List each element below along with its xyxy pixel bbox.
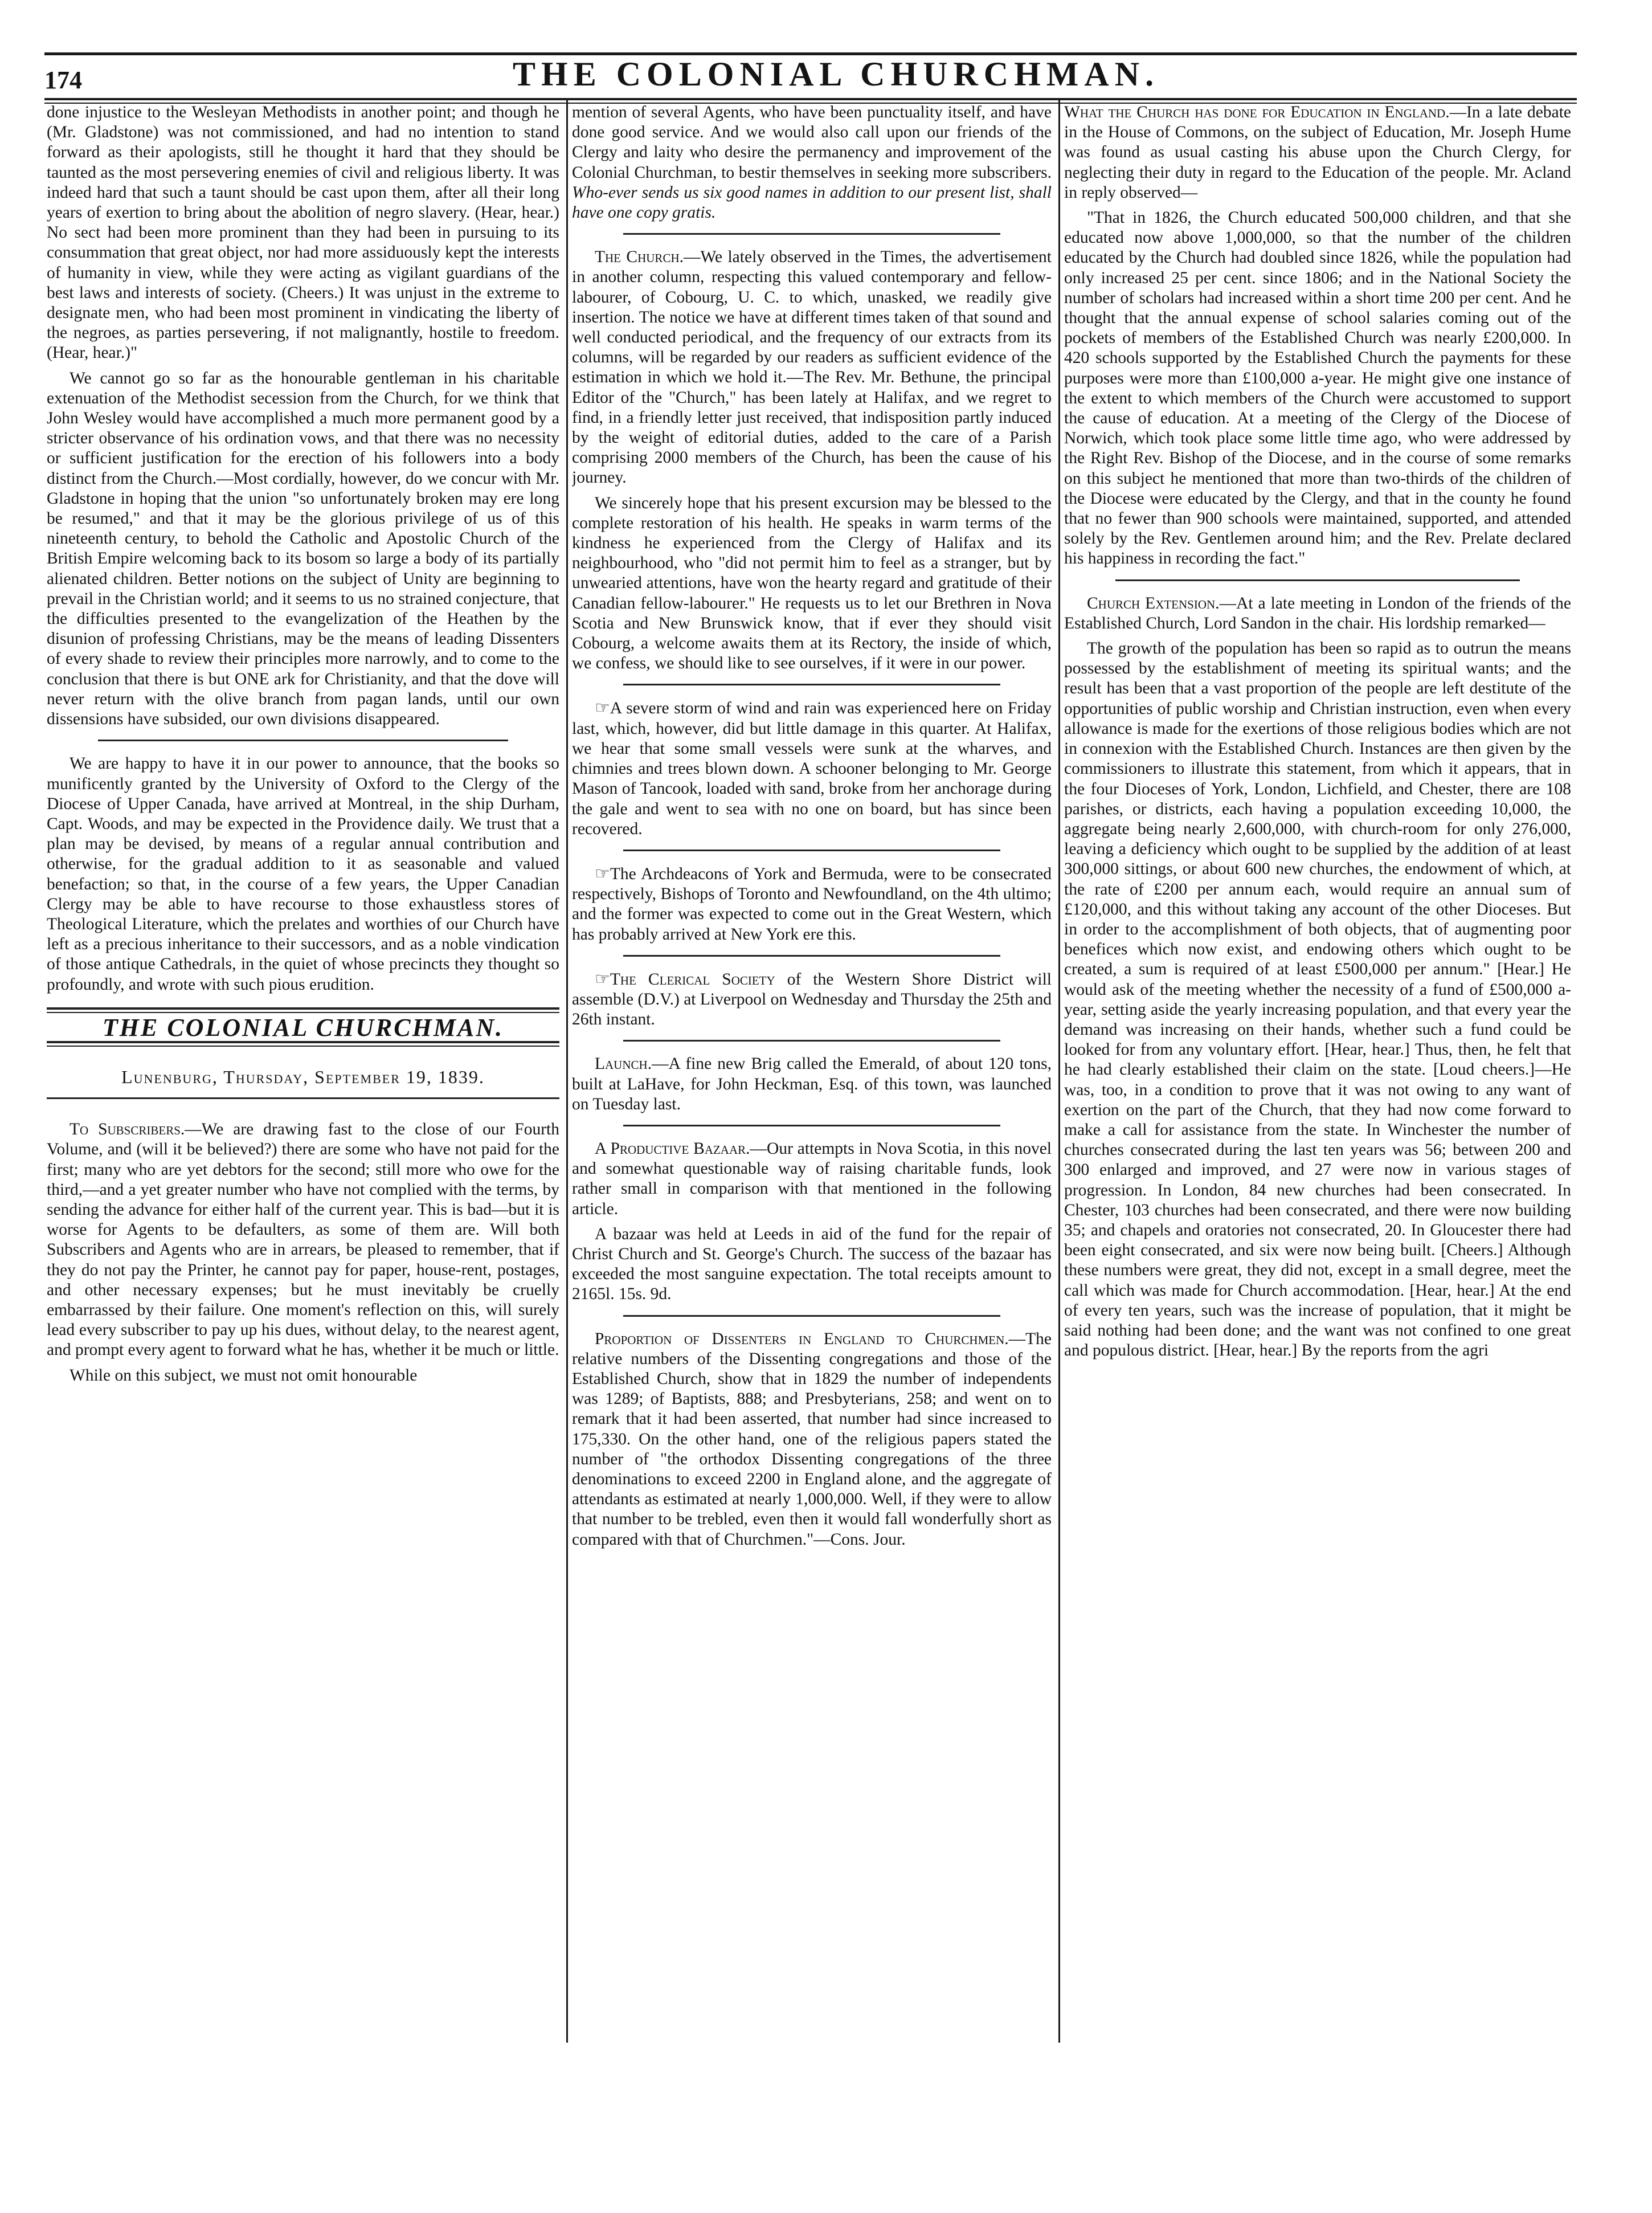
article-text: —We are drawing fast to the close of our Fourth Volume, and (will it be believed?) there are some who have not paid for the first; many who are yet debtors for the second; still more who owe for the third,—and a yet greater number who have not complied with the terms, by sending the advance for either half of the current year. This is bad—but it is worse for Agents to be defaulters, as some of them are. Will both Subscribers and Agents who are in arrears, be pleased to remember, that if they do not pay the Printer, he cannot pay for paper, house-rent, postages, and other necessary expenses; but he must inevitably be cruelly embarrassed by their failure. One moment's reflection on this, will surely lead every subscriber to pay up his dues, without delay, to the nearest agent, and prompt every agent to forward what he has, whether it be much or little.: [47, 1120, 559, 1359]
article-paragraph: [572, 1139, 1052, 1219]
section-heading: A Productive Bazaar.: [595, 1139, 750, 1158]
separator: [623, 233, 1000, 235]
article-paragraph: [572, 698, 1052, 839]
article-paragraph: [572, 1054, 1052, 1114]
section-heading: Church Extension.: [1087, 594, 1220, 613]
pointing-hand-icon: ☞: [595, 864, 610, 883]
pointing-hand-icon: ☞: [595, 969, 610, 989]
article-paragraph: We sincerely hope that his present excursion may be blessed to the complete restoration of his health. He speaks in warm terms of the kindness he experienced from the Clergy of Halifax and its neighbourhood, who "did not permit him to feel as a stranger, but by unwearied attentions, have won the hearty regard and gratitude of their Canadian fellow-labourer." He requests us to let our Brethren in Nova Scotia and New Brunswick know, that if ever they should visit Cobourg, a welcome awaits them at its Rectory, the inside of which, we confess, we should like to see ourselves, if it were in our power.: [572, 493, 1052, 673]
article-paragraph: While on this subject, we must not omit honourable: [69, 1366, 418, 1385]
article-text: —At a late meeting in London of the friends of the Established Church, Lord Sandon in the chair. His lordship remarked—: [1064, 594, 1571, 632]
section-heading: Launch.: [595, 1055, 652, 1073]
article-paragraph: [47, 1120, 559, 1360]
article-text: of the Western Shore District will assemble (D.V.) at Liverpool on Wednesday and Thursday the 25th and 26th instant.: [572, 970, 1052, 1029]
column-2: [572, 103, 1052, 2057]
column-1: [47, 103, 559, 2057]
article-text: mention of several Agents, who have been punctuality itself, and have done good service. And we would also call upon our friends of the Clergy and laity who desire the permanency and improvement of the Colonial Churchman, to bestir themselves in seeking more subscribers.: [572, 103, 1052, 182]
separator: [623, 955, 1000, 957]
article-text: —In a late debate in the House of Commons, on the subject of Education, Mr. Joseph Hume was found as usual casting his abuse upon the Church Clergy, for neglecting their duty in regard to the Education of the people. Mr. Acland in reply observed—: [1064, 103, 1571, 202]
article-text: —We lately observed in the Times, the advertisement in another column, respecting this valued contemporary and fellow-labourer, of Cobourg, U. C. to which, unasked, we readily give insertion. The notice we have at different times taken of that sound and well conducted periodical, and the frequency of our extracts from its columns, will be regarded by our readers as sufficient evidence of the estimation in which we hold it.—The Rev. Mr. Bethune, the principal Editor of the "Church," has been lately at Halifax, and we regret to find, in a friendly letter just received, that indisposition partly induced by the weight of editorial duties, added to the care of a Parish comprising 2000 members of the Church, has been the cause of his journey.: [572, 248, 1052, 487]
article-paragraph: done injustice to the Wesleyan Methodists in another point; and though he (Mr. Gladstone) was not commissioned, and had no intention to stand forward as their apologists, still he thought it hard that they should be taunted as the most persevering enemies of civil and religious liberty. It was indeed hard that such a taunt should be cast upon them, after all their long years of exertion to bring about the abolition of negro slavery. (Hear, hear.) No sect had been more prominent than they had been in pursuing to its consummation that great object, nor had more assiduously kept the interests of humanity in view, while they were acting as vigilant guardians of the best laws and interests of society. (Cheers.) It was unjust in the extreme to designate men, who had been most prominent in vindicating the liberty of the negroes, as parties persevering, if not malignantly, hostile to freedom. (Hear, hear.)": [47, 103, 559, 362]
column-divider: [1058, 100, 1060, 2043]
dateline: Lunenburg, Thursday, September 19, 1839.: [121, 1066, 485, 1087]
article-paragraph: A bazaar was held at Leeds in aid of the fund for the repair of Christ Church and St. George's Church. The success of the bazaar has exceeded the most sanguine expectation. The total receipts amount to 2165l. 15s. 9d.: [572, 1224, 1052, 1304]
header-rule: [44, 98, 1577, 100]
masthead-title: THE COLONIAL CHURCHMAN.: [102, 1013, 504, 1042]
masthead-rule: [47, 1007, 559, 1013]
section-heading: To Subscribers.: [69, 1120, 185, 1139]
separator: [623, 1315, 1000, 1317]
article-paragraph: [572, 864, 1052, 945]
separator: [623, 684, 1000, 685]
section-heading: Proportion of Dissenters in England to Churchmen.: [595, 1329, 1009, 1348]
separator: [623, 850, 1000, 851]
article-paragraph: We cannot go so far as the honourable gentleman in his charitable extenuation of the Methodist secession from the Church, for we think that John Wesley would have accomplished a much more permanent good by a stricter observance of his ordination vows, and that there was no necessity or sufficient justification for the erection of his followers into a body distinct from the Church.—Most cordially, however, do we concur with Mr. Gladstone in hoping that the union "so unfortunately broken may ere long be resumed," and that it may be the glorious privilege of us of this nineteenth century, to behold the Catholic and Apostolic Church of the British Empire welcoming back to its bosom so large a body of its partially alienated children. Better notions on the subject of Unity are beginning to prevail in the Christian world; and it seems to us no strained conjecture, that the difficulties presented to the evangelization of the Heathen by the disunion of professing Christians, may be the means of leading Dissenters of every shade to review their principles more narrowly, and to come to the conclusion that there is but ONE ark for Christianity, and that the dove will never return with the olive branch from pagan lands, until our own dissensions have subsided, our own divisions disappeared.: [47, 369, 559, 729]
separator: [47, 1097, 559, 1099]
separator: [623, 1040, 1000, 1042]
separator: [623, 1125, 1000, 1126]
section-heading: The Clerical Society: [610, 970, 775, 989]
article-paragraph: [572, 103, 1052, 223]
section-heading: What the Church has done for Education in England.: [1064, 103, 1450, 121]
column-divider: [566, 100, 568, 2043]
page-number: 174: [44, 66, 82, 94]
separator: [98, 740, 508, 741]
article-paragraph: [572, 1329, 1052, 1550]
section-heading: The Church.: [595, 248, 684, 267]
article-paragraph: [1064, 594, 1571, 634]
article-text: —Our attempts in Nova Scotia, in this novel and somewhat questionable way of raising charitable funds, look rather small in comparison with that mentioned in the following article.: [572, 1139, 1052, 1218]
article-text: —A fine new Brig called the Emerald, of about 120 tons, built at LaHave, for John Heckman, Esq. of this town, was launched on Tuesday last.: [572, 1055, 1052, 1113]
article-paragraph: The growth of the population has been so rapid as to outrun the means possessed by the establishment of meeting its spiritual wants; and the result has been that a vast proportion of the people are left destitute of the opportunities of public worship and Christian instruction, even when every allowance is made for the exertions of those religious bodies which are not in connexion with the Established Church. Instances are then given by the commissioners to illustrate this statement, from which it appears, that in the four Dioceses of York, London, Lichfield, and Chester, there are 108 parishes, or districts, each having a population exceeding 10,000, the aggregate being nearly 2,600,000, with church-room for only 276,000, leaving a deficiency which ought to be supplied by the addition of at least 300,000 sittings, or about 600 new churches, the endowment of which, at the rate of £200 per annum each, would require an annual sum of £120,000, and this without taking any account of the other Dioceses. But in order to the accomplishment of both objects, that of augmenting poor benefices which now exist, and endowing others which ought to be created, a sum is required of at least £500,000 per annum." [Hear.] He would ask of the meeting whether the necessity of a fund of £500,000 a-year, setting aside the yearly increasing population, and that every year the demand was increasing on their hands, whether such a fund could be looked for from any voluntary effort. [Hear, hear.] Thus, then, he felt that he had clearly established their claim on the state. [Loud cheers.]—He was, too, in a condition to prove that it was not owing to any want of exertion on the part of the Church, that they had now come forward to make a call for assistance from the state. In Winchester the number of churches consecrated during the last ten years was 56; between 200 and 300 enlarged and improved, and 27 were now in various stages of progression. In London, 84 new churches had been consecrated. In Chester, 103 churches had been consecrated, and there were now building 35; and chapels and oratories not consecrated, 20. In Gloucester there had been eight consecrated, and six were now being built. [Cheers.] Although these numbers were great, they did not, except in a small degree, meet the call which was made for Church accommodation. [Hear, hear.] At the end of every ten years, such was the increase of population, that it might be said nothing had been done; and the want was not confined to one great and populous district. [Hear, hear.] By the reports from the agri: [1064, 639, 1571, 1360]
separator: [1115, 579, 1520, 581]
article-paragraph: We are happy to have it in our power to announce, that the books so munificently granted by the University of Oxford to the Clergy of the Diocese of Upper Canada, have arrived at Montreal, in the ship Durham, Capt. Woods, and may be expected in the Providence daily. We trust that a plan may be devised, by means of a regular annual contribution and otherwise, for the gradual addition to it as seasonable and valued benefaction; so that, in the course of a few years, the Upper Canadian Clergy may be able to have recourse to those exhaustless stores of Theological Literature, which the prelates and worthies of our Church have left as a precious inheritance to their successors, and as a noble vindication of those antique Cathedrals, in the quiet of whose precincts they thought so profoundly, and wrote with such pious erudition.: [47, 754, 559, 994]
article-paragraph: [1064, 103, 1571, 203]
article-text: Who-ever sends us six good names in addition to our present list, shall have one copy gratis.: [572, 183, 1052, 222]
article-text: The Archdeacons of York and Bermuda, were to be consecrated respectively, Bishops of Toronto and Newfoundland, on the 4th ultimo; and the former was expected to come out in the Great Western, which has probably arrived at New York ere this.: [572, 864, 1052, 944]
column-3: [1064, 103, 1571, 2057]
page-title: THE COLONIAL CHURCHMAN.: [513, 55, 1160, 93]
article-paragraph: [572, 969, 1052, 1030]
article-text: A severe storm of wind and rain was experienced here on Friday last, which, however, did but little damage in this quarter. At Halifax, we hear that some small vessels were sunk at the wharves, and chimnies and trees blown down. A schooner belonging to Mr. George Mason of Tancook, loaded with sand, broke from her anchorage during the gale and went to sea with no one on board, but has since been recovered.: [572, 699, 1052, 838]
masthead-rule: [47, 1041, 559, 1047]
pointing-hand-icon: ☞: [595, 699, 610, 718]
article-paragraph: "That in 1826, the Church educated 500,000 children, and that she educated now above 1,000,000, so that the number of the children educated by the Church had doubled since 1826, while the population had only increased 25 per cent. since 1806; and in the National Society the number of scholars had increased within a short time 200 per cent. And he thought that the annual expense of school salaries coming out of the pockets of members of the Established Church was nearly £200,000. In 420 schools supported by the Established Church the payments for these purposes were more than £100,000 a-year. He might give one instance of the extent to which members of the Church were accustomed to support the cause of education. At a meeting of the Clergy of the Diocese of Norwich, which took place some little time ago, who were addressed by the Right Rev. Bishop of the Diocese, and in the course of some remarks on this subject he mentioned that more than two-thirds of the children of the Diocese were educated by the Clergy, and that in the county he found that no fewer than 900 schools were maintained, supported, and attended solely by the Rev. Gentlemen around him; and the Rev. Prelate declared his happiness in recording the fact.": [1064, 209, 1571, 568]
article-text: —The relative numbers of the Dissenting congregations and those of the Established Church, show that in 1829 the number of independents was 1289; of Baptists, 888; and Presbyterians, 258; and went on to remark that it had been asserted, that number had since increased to 175,330. On the other hand, one of the religious papers stated the number of "the orthodox Dissenting congregations of the three denominations to exceed 2200 in England alone, and the aggregate of attendants as estimated at nearly 1,000,000. Well, if they were to allow that number to be trebled, even then it would fall wonderfully short as compared with that of Churchmen."—Cons. Jour.: [572, 1329, 1052, 1549]
article-paragraph: [572, 247, 1052, 488]
